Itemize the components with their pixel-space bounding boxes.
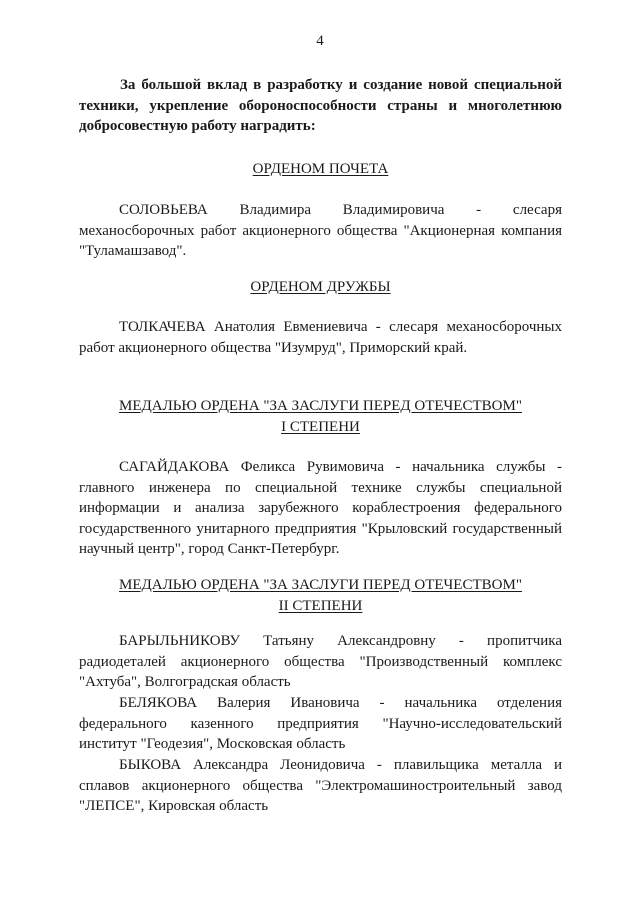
award-entry: СОЛОВЬЕВА Владимира Владимировича - слесаря механосборочных работ акционерного общества "Акционерная компания "Туламашзавод". [79,202,562,259]
award-heading-medal-2nd-degree [79,575,562,616]
award-entry: САГАЙДАКОВА Феликса Рувимовича - начальника службы - главного инженера по специальной технике службы специальной информации и анализа зарубежного кораблестроения федерального государственного унитарного предприятия "Крыловский государственный научный центр", город Санкт-Петербург. [79,459,562,557]
award-heading-line: МЕДАЛЬЮ ОРДЕНА "ЗА ЗАСЛУГИ ПЕРЕД ОТЕЧЕСТВОМ" [119,577,522,593]
award-entry: БЫКОВА Александра Леонидовича - плавильщика металла и сплавов акционерного общества "Электромашиностроительный завод "ЛЕПСЕ", Кировская область [79,757,562,814]
award-heading-degree: I СТЕПЕНИ [281,418,360,435]
award-entry: БАРЫЛЬНИКОВУ Татьяну Александровну - пропитчика радиодеталей акционерного общества "Производственный комплекс "Ахтуба", Волгоградская область [79,633,562,690]
award-heading-order-of-friendship [79,277,562,298]
award-heading-line: ОРДЕНОМ ПОЧЕТА [252,161,389,177]
award-entry: ТОЛКАЧЕВА Анатолия Евмениевича - слесаря механосборочных работ акционерного общества "Изумруд", Приморский край. [79,319,562,356]
award-heading-order-of-honor [79,159,562,180]
award-heading-medal-1st-degree [79,396,562,437]
award-heading-degree: II СТЕПЕНИ [278,597,363,614]
award-entry: БЕЛЯКОВА Валерия Ивановича - начальника отделения федерального казенного предприятия "Научно-исследовательский институт "Геодезия", Московская область [79,695,562,752]
page-number: 4 [316,33,324,49]
decree-intro: За большой вклад в разработку и создание новой специальной техники, укрепление обороноспособности страны и многолетнюю добросовестную работу наградить: [79,77,562,134]
award-heading-line: МЕДАЛЬЮ ОРДЕНА "ЗА ЗАСЛУГИ ПЕРЕД ОТЕЧЕСТВОМ" [119,398,522,414]
award-heading-line: ОРДЕНОМ ДРУЖБЫ [250,279,391,295]
